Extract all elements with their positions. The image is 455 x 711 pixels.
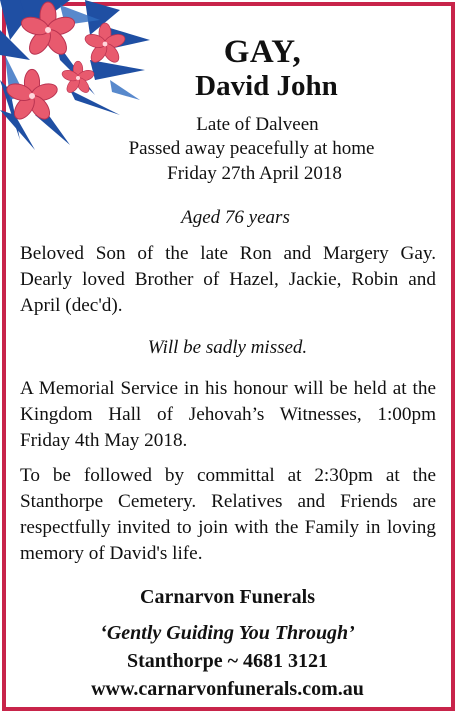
surname: GAY, <box>223 34 302 70</box>
funeral-home-website: www.carnarvonfunerals.com.au <box>91 678 364 700</box>
memorial-paragraph: A Memorial Service in his honour will be held at the Kingdom Hall of Jehovah’s Witnesses, 1:00pm Friday 4th May 2018. <box>20 378 436 451</box>
death-date: Friday 27th April 2018 <box>167 163 342 184</box>
funeral-home-name: Carnarvon Funerals <box>140 586 315 608</box>
family-paragraph: Beloved Son of the late Ron and Margery Gay. Dearly loved Brother of Hazel, Jackie, Robin and April (dec'd). <box>20 243 436 316</box>
age-line: Aged 76 years <box>181 207 290 228</box>
committal-paragraph: To be followed by committal at 2:30pm at the Stanthorpe Cemetery. Relatives and Friends are respectfully invited to join with the Family in loving memory of David's life. <box>20 465 436 564</box>
sadly-missed-line: Will be sadly missed. <box>147 337 308 358</box>
passed-away-line: Passed away peacefully at home <box>128 138 375 159</box>
funeral-home-tagline: ‘Gently Guiding You Through’ <box>100 622 355 644</box>
funeral-home-phone: Stanthorpe ~ 4681 3121 <box>127 650 328 672</box>
given-names: David John <box>195 70 338 102</box>
late-of-line: Late of Dalveen <box>196 114 319 135</box>
floral-corner-icon <box>0 0 150 150</box>
